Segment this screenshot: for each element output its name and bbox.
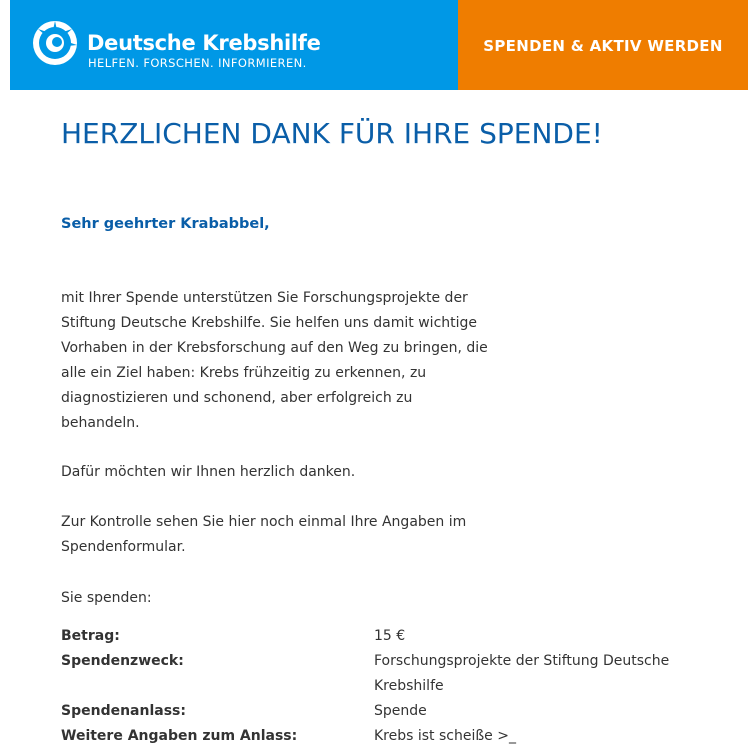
donation-details (61, 624, 701, 749)
detail-label: Spendenzweck: (61, 653, 184, 669)
detail-row-occasion-info (61, 724, 701, 749)
donate-and-engage-button[interactable]: SPENDEN & AKTIV WERDEN (458, 0, 748, 90)
detail-value: 15 € (374, 628, 406, 644)
page-title: HERZLICHEN DANK FÜR IHRE SPENDE! (61, 117, 603, 150)
detail-row-amount (61, 624, 701, 649)
salutation: Sehr geehrter Krababbel, (61, 216, 270, 232)
brand-tagline: HELFEN. FORSCHEN. INFORMIEREN. (88, 56, 307, 70)
brand-name: Deutsche Krebshilfe (87, 31, 321, 55)
detail-value: Spende (374, 703, 427, 719)
krebshilfe-logo-icon (32, 20, 78, 66)
donation-intro: Sie spenden: (61, 590, 152, 606)
detail-value: Krebs ist scheiße >_ (374, 728, 516, 744)
detail-row-purpose (61, 649, 701, 699)
detail-row-occasion (61, 699, 701, 724)
review-paragraph: Zur Kontrolle sehen Sie hier noch einmal Ihre Angaben im Spendenformular. (61, 514, 467, 555)
thanks-paragraph: Dafür möchten wir Ihnen herzlich danken. (61, 464, 356, 480)
detail-label: Weitere Angaben zum Anlass: (61, 728, 298, 744)
brand-logo-link[interactable] (10, 0, 458, 90)
header (10, 0, 748, 90)
detail-label: Betrag: (61, 628, 120, 644)
detail-label: Spendenanlass: (61, 703, 186, 719)
detail-value: Forschungsprojekte der Stiftung Deutsche Krebshilfe (374, 653, 670, 694)
intro-paragraph: mit Ihrer Spende unterstützen Sie Forschungsprojekte der Stiftung Deutsche Krebshilfe. Sie helfen uns damit wichtige Vorhaben in der Krebsforschung auf den Weg zu bringen, die alle ein Ziel haben: Krebs frühzeitig zu erkennen, zu diagnostizieren und schonend, aber erfolgreich zu behandeln. (61, 290, 488, 431)
